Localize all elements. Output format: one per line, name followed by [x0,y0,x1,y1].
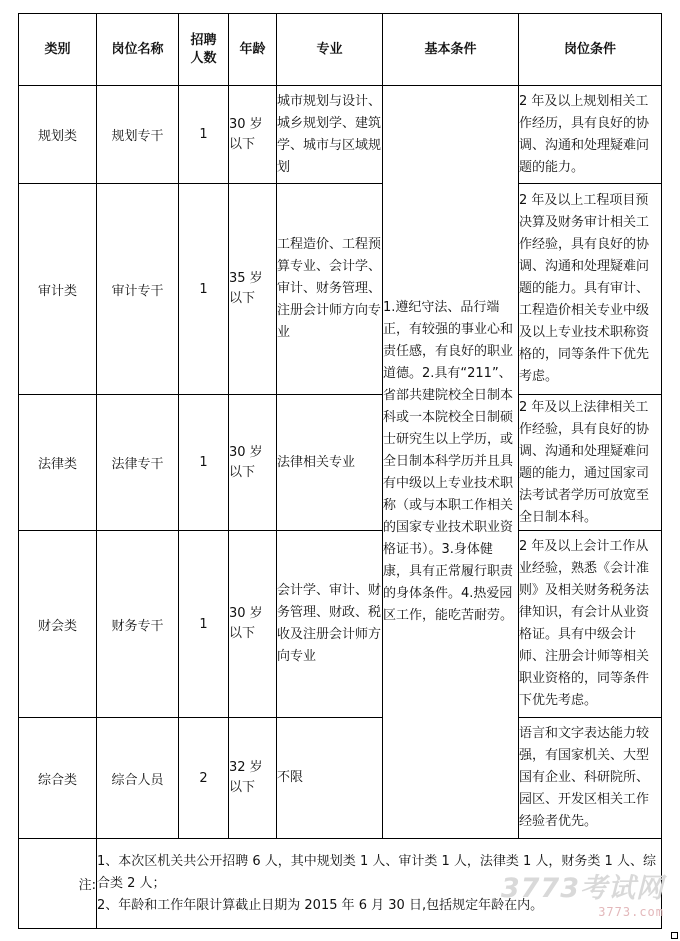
note-line2: 2、年龄和工作年限计算截止日期为 2015 年 6 月 30 日,包括规定年龄在内。 [97,897,544,913]
age-cell [229,86,277,184]
recruitment-table [18,13,662,929]
age-line1: 32 岁 [229,760,263,775]
table-row [19,718,662,839]
basic-conditions-cell: 1.遵纪守法、品行端正，有较强的事业心和责任感，有良好的职业道德。2.具有“211”、省部共建院校全日制本科或一本院校全日制硕士研究生以上学历，或全日制本科学历并且具有中级以上专业技术职称（或与本职工作相关的国家专业技术职业资格证书）。3.身体健康，具有正常履行职责的身体条件。4.热爱园区工作，能吃苦耐劳。 [383,86,519,839]
table-row [19,184,662,395]
header-conditions: 岗位条件 [519,14,662,86]
header-basic: 基本条件 [383,14,519,86]
count-cell: 1 [179,395,229,531]
table-row [19,86,662,184]
category-cell: 综合类 [19,718,97,839]
header-major: 专业 [277,14,383,86]
header-position: 岗位名称 [97,14,179,86]
age-line1: 35 岁 [229,271,263,286]
conditions-cell: 2 年及以上工程项目预决算及财务审计相关工作经验，具有良好的协调、沟通和处理疑难问题的能力。具有审计、工程造价相关专业中级及以上专业技术职称资格的，同等条件下优先考虑。 [519,184,662,395]
category-cell: 财会类 [19,531,97,718]
watermark [501,866,664,919]
age-line1: 30 岁 [229,116,263,132]
table-row [19,531,662,718]
category-cell: 法律类 [19,395,97,531]
position-cell: 财务专干 [97,531,179,718]
header-recruit-line2: 人数 [190,50,217,66]
age-cell [229,184,277,395]
count-cell: 1 [179,531,229,718]
header-row [19,14,662,86]
resize-handle-icon [671,932,678,939]
header-recruit-line1: 招聘 [190,32,217,48]
conditions-cell: 2 年及以上规划相关工作经历，具有良好的协调、沟通和处理疑难问题的能力。 [519,86,662,184]
age-cell [229,718,277,839]
category-cell: 审计类 [19,184,97,395]
count-cell: 2 [179,718,229,839]
note-line1: 1、本次区机关共公开招聘 6 人，其中规划类 1 人、审计类 1 人，法律类 1 人，财务类 1 人、综合类 2 人； [97,853,656,891]
note-label: 注: [19,839,97,929]
age-line2: 以下 [229,780,256,795]
major-cell: 不限 [277,718,383,839]
position-cell: 综合人员 [97,718,179,839]
age-line2: 以下 [229,291,256,306]
age-line2: 以下 [229,136,256,152]
major-cell: 法律相关专业 [277,395,383,531]
position-cell: 规划专干 [97,86,179,184]
age-cell [229,531,277,718]
watermark-main: 3773考试网 [500,873,664,904]
position-cell: 审计专干 [97,184,179,395]
header-recruit-count [179,14,229,86]
age-cell [229,395,277,531]
conditions-cell: 2 年及以上会计工作从业经验，熟悉《会计准则》及相关财务税务法律知识，有会计从业资格证。具有中级会计师、注册会计师等相关职业资格的，同等条件下优先考虑。 [519,531,662,718]
major-cell: 工程造价、工程预算专业、会计学、审计、财务管理、注册会计师方向专业 [277,184,383,395]
header-age: 年龄 [229,14,277,86]
conditions-cell: 2 年及以上法律相关工作经验，具有良好的协调、沟通和处理疑难问题的能力，通过国家司法考试者学历可放宽至全日制本科。 [519,395,662,531]
age-line1: 30 岁 [229,444,263,460]
age-line1: 30 岁 [229,606,263,621]
age-line2: 以下 [229,464,256,480]
category-cell: 规划类 [19,86,97,184]
major-cell: 城市规划与设计、城乡规划学、建筑学、城市与区域规划 [277,86,383,184]
count-cell: 1 [179,184,229,395]
count-cell: 1 [179,86,229,184]
age-line2: 以下 [229,626,256,641]
position-cell: 法律专干 [97,395,179,531]
major-cell: 会计学、审计、财务管理、财政、税收及注册会计师方向专业 [277,531,383,718]
conditions-cell: 语言和文字表达能力较强，有国家机关、大型国有企业、科研院所、园区、开发区相关工作经验者优先。 [519,718,662,839]
watermark-sub: 3773.com [598,905,664,919]
header-category: 类别 [19,14,97,86]
table-row [19,395,662,531]
